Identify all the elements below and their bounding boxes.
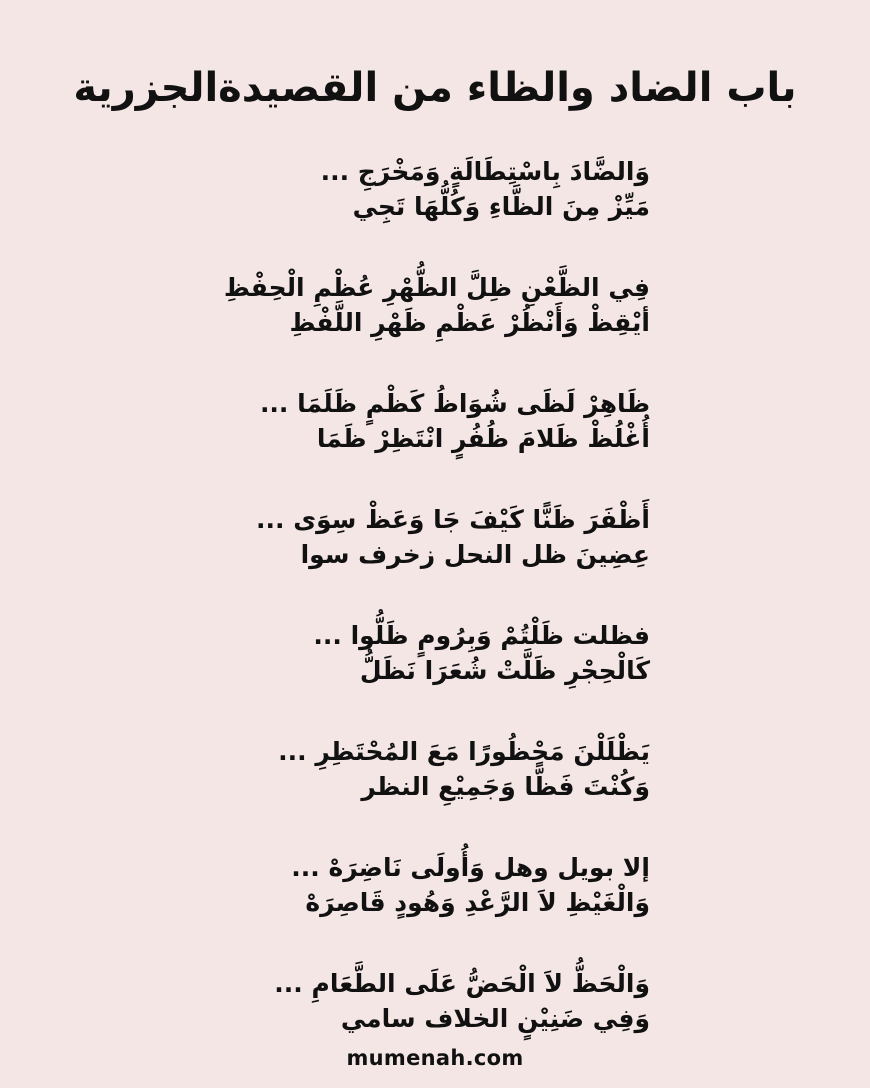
verse-line-4b: عِضِينَ ظل النحل زخرف سوا [300,540,650,569]
site-footer: mumenah.com [346,1046,524,1070]
verse-line-1b: مَيِّزْ مِنَ الظَّاءِ وَكُلُّهَا تَجِي [352,192,650,221]
stanza-5 [200,618,650,734]
verse-line-7a: إلا بويل وهل وَأُولَى نَاضِرَهْ ... [291,853,650,882]
stanza-2 [200,270,650,386]
verse-line-5b: كَالْحِجْرِ ظَلَّتْ شُعَرَا نَظَلُّ [359,656,650,685]
verse-line-5a: فظلت ظَلْتُمْ وَبِرُومٍ ظَلُّوا ... [313,621,650,650]
verse-line-6a: يَظْلَلْنَ مَحْظُورًا مَعَ المُحْتَظِرِ ... [278,737,650,766]
stanza-7 [200,850,650,966]
verse-line-2a: فِي الظَّعْنِ ظِلَّ الظُّهْرِ عُظْمِ الْحِفْظِ [223,273,650,302]
verse-line-6b: وَكُنْتَ فَظًّا وَجَمِيْعِ النظر [361,772,650,801]
stanza-6 [200,734,650,850]
verse-line-4a: أَظْفَرَ ظَنًّا كَيْفَ جَا وَعَظْ سِوَى ... [256,505,650,534]
stanza-1 [200,154,650,270]
verse-line-8a: وَالْحَظُّ لاَ الْحَضُّ عَلَى الطَّعَامِ ... [274,969,650,998]
verse-line-2b: أيْقِظْ وَأَنْظُرْ عَظْمِ ظَهْرِ اللَّفْظِ [289,308,650,337]
stanza-3 [200,386,650,502]
verse-line-1a: وَالضَّادَ بِاسْتِطَالَةٍ وَمَخْرَجِ ... [320,157,650,186]
poem-body [200,154,650,1082]
verse-line-3a: ظَاهِرْ لَظَى شُوَاظُ كَظْمٍ ظَلَمَا ... [259,389,650,418]
verse-line-8b: وَفِي ضَنِيْنٍ الخلاف سامي [340,1004,650,1033]
verse-line-7b: وَالْغَيْظِ لاَ الرَّعْدِ وَهُودٍ قَاصِرَهْ [305,888,650,917]
verse-line-3b: أُغْلُظْ ظَلامَ ظُفُرٍ انْتَظِرْ ظَمَا [316,424,650,453]
stanza-4 [200,502,650,618]
page-title: باب الضاد والظاء من القصيدةالجزرية [73,65,797,111]
